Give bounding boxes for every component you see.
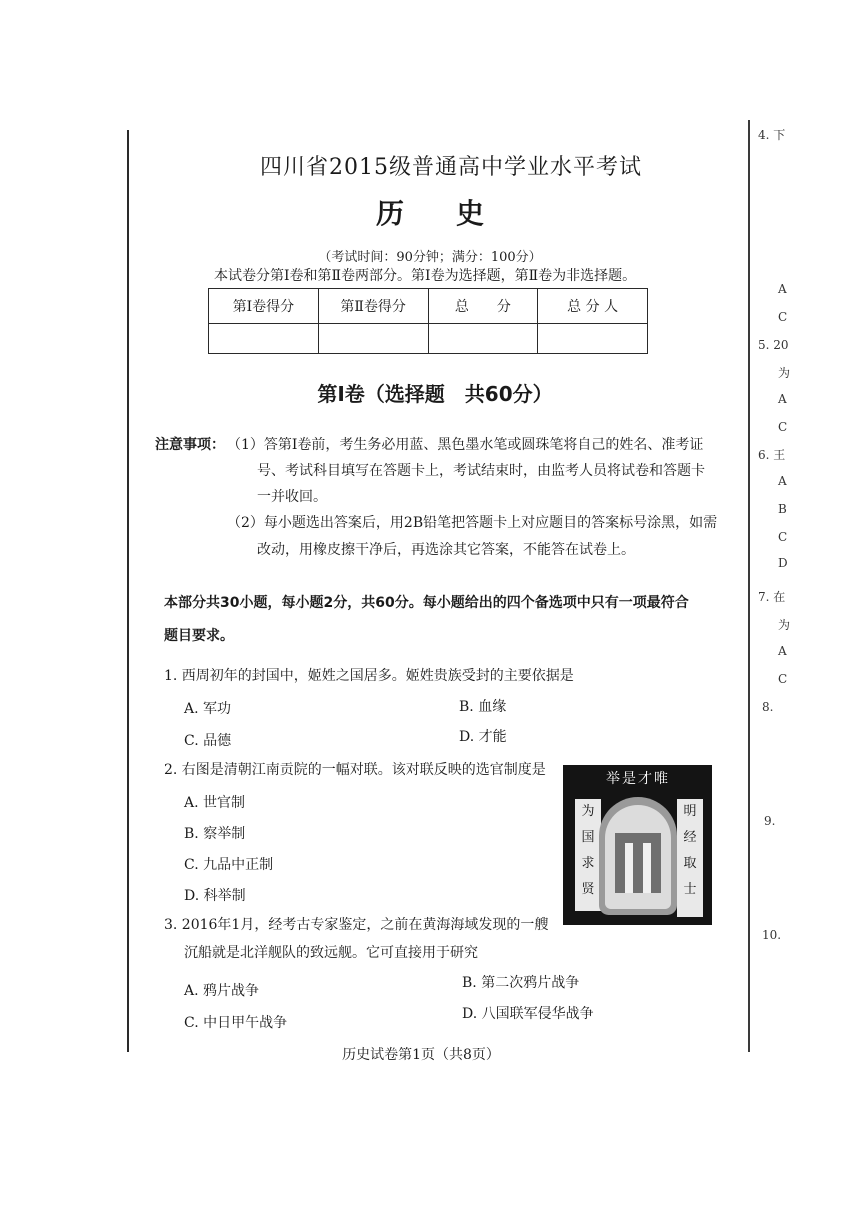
question-1-stem: 1. 西周初年的封国中，姬姓之国居多。姬姓贵族受封的主要依据是 [164,668,574,684]
exam-title: 四川省2015级普通高中学业水平考试 [260,155,642,180]
right-col-item: 9. [764,814,776,828]
question-2-option-c[interactable]: C. 九品中正制 [184,857,274,873]
right-col-item: C [778,530,788,544]
right-col-item: A [778,644,787,658]
right-col-item: 6. 王 [758,448,786,462]
question-3-option-c[interactable]: C. 中日甲午战争 [184,1015,288,1031]
part1-title: 第Ⅰ卷（选择题 共60分） [317,382,553,406]
couplet-left [575,799,601,911]
right-col-item: 7. 在 [758,590,786,604]
question-3-option-a[interactable]: A. 鸦片战争 [184,983,260,999]
section-intro-line1: 本部分共30小题，每小题2分，共60分。每小题给出的四个备选项中只有一项最符合 [164,595,689,611]
subject-char-2: 史 [456,197,485,230]
left-margin-rule [127,130,129,1052]
question-3-option-d[interactable]: D. 八国联军侵华战争 [462,1006,594,1022]
notice-2-line1: （2）每小题选出答案后，用2B铅笔把答题卡上对应题目的答案标号涂黑，如需 [227,515,718,531]
right-col-item: A [778,474,787,488]
question-2-stem: 2. 右图是清朝江南贡院的一幅对联。该对联反映的选官制度是 [164,762,546,778]
right-col-item: 为 [778,618,791,632]
question-3-option-b[interactable]: B. 第二次鸦片战争 [462,975,580,991]
couplet-right-char: 取 [683,856,697,871]
gongyuan-couplet-photo [563,765,712,925]
notice-label: 注意事项： [155,437,225,453]
section-intro-line2: 题目要求。 [164,628,234,644]
right-col-item: 4. 下 [758,128,786,142]
question-1-option-c[interactable]: C. 品德 [184,733,232,749]
question-2-option-b[interactable]: B. 察举制 [184,826,246,842]
score-cell-total[interactable] [428,324,538,354]
score-cell-part2[interactable] [318,324,428,354]
couplet-banner: 举是才唯 [606,771,670,787]
right-col-item: B [778,502,787,516]
couplet-left-char: 国 [581,830,595,845]
couplet-right-char: 明 [683,804,697,819]
score-cell-part1[interactable] [209,324,319,354]
right-col-item: 10. [762,928,782,942]
arch-column [625,843,633,893]
question-3-stem-line2: 沉船就是北洋舰队的致远舰。它可直接用于研究 [184,945,478,961]
question-2-option-d[interactable]: D. 科举制 [184,888,246,904]
couplet-left-char: 贤 [581,882,595,897]
right-col-item: C [778,420,788,434]
question-1-option-b[interactable]: B. 血缘 [459,699,507,715]
couplet-left-char: 为 [581,804,595,819]
score-header-grader: 总 分 人 [538,289,648,324]
score-header-part1: 第Ⅰ卷得分 [209,289,319,324]
score-header-part2: 第Ⅱ卷得分 [318,289,428,324]
arch-column [643,843,651,893]
exam-time-note: （考试时间：90分钟；满分：100分） [318,250,542,265]
question-1-option-a[interactable]: A. 军功 [184,701,232,717]
couplet-right [677,799,703,917]
couplet-left-char: 求 [581,856,595,871]
right-col-item: D [778,556,788,570]
subject-title [0,192,860,232]
notice-2-line2: 改动，用橡皮擦干净后，再选涂其它答案，不能答在试卷上。 [257,542,635,558]
right-col-item: 8. [762,700,774,714]
score-header-total: 总 分 [428,289,538,324]
score-cell-grader[interactable] [538,324,648,354]
right-col-item: C [778,310,788,324]
notice-1-line2: 号、考试科目填写在答题卡上，考试结束时，由监考人员将试卷和答题卡 [257,463,705,479]
right-col-item: A [778,282,787,296]
notice-1-line1: （1）答第Ⅰ卷前，考生务必用蓝、黑色墨水笔或圆珠笔将自己的姓名、准考证 [227,437,704,453]
paper-description: 本试卷分第Ⅰ卷和第Ⅱ卷两部分。第Ⅰ卷为选择题，第Ⅱ卷为非选择题。 [214,268,637,284]
gate-arch [599,797,677,915]
score-table [208,288,648,354]
arch-building [615,833,661,893]
question-2-option-a[interactable]: A. 世官制 [184,795,246,811]
couplet-right-char: 经 [683,830,697,845]
right-col-item: 5. 20 [758,338,789,352]
question-1-option-d[interactable]: D. 才能 [459,729,507,745]
right-col-item: 为 [778,366,791,380]
question-3-stem-line1: 3. 2016年1月，经考古专家鉴定，之前在黄海海域发现的一艘 [164,917,549,933]
notice-1-line3: 一并收回。 [257,489,327,505]
page-footer: 历史试卷第1页（共8页） [342,1047,500,1063]
right-col-item: A [778,392,787,406]
right-col-item: C [778,672,788,686]
couplet-right-char: 士 [683,882,697,897]
subject-char-1: 历 [375,197,404,230]
